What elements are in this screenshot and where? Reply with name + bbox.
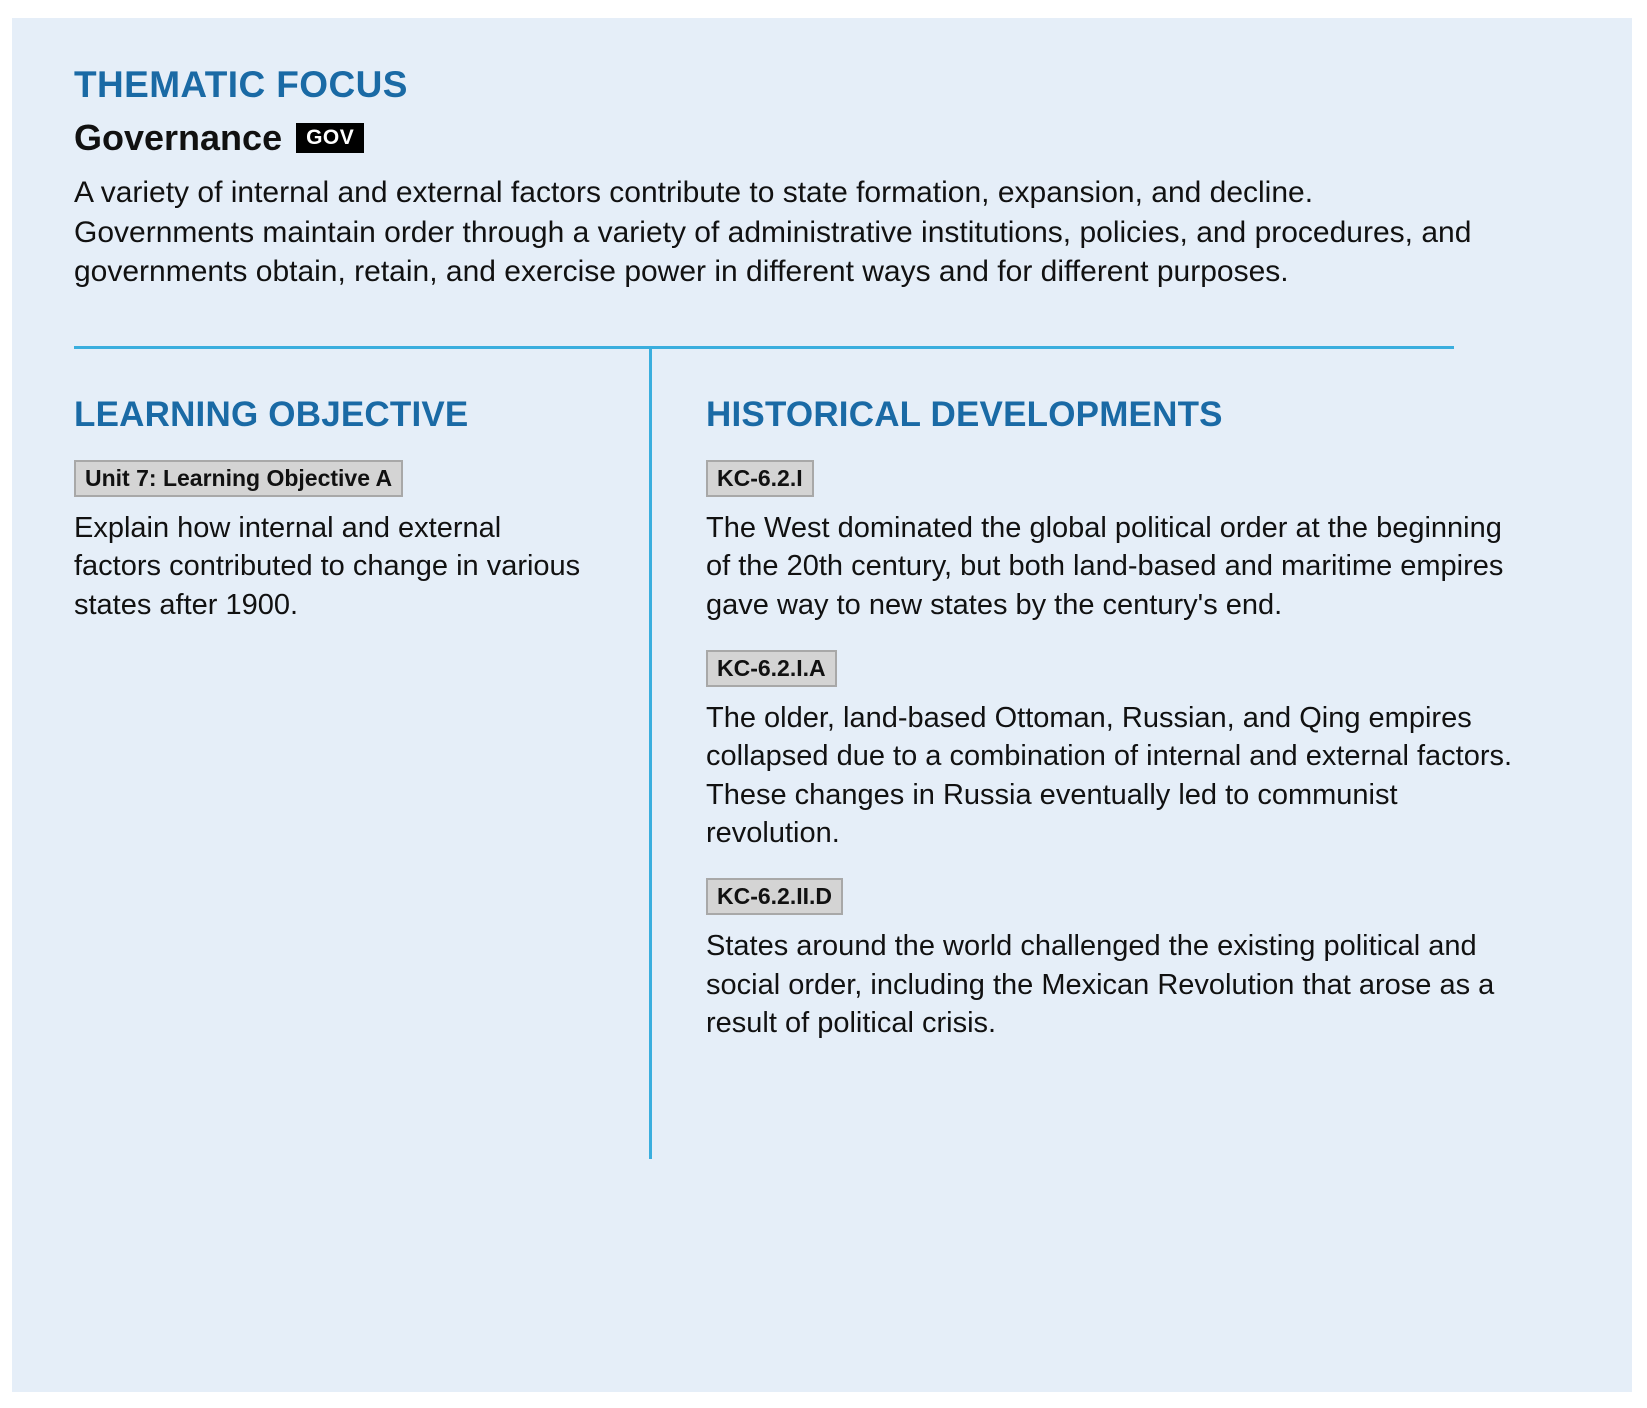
section-divider [74, 346, 1522, 349]
historical-development-code-badge: KC-6.2.I.A [706, 650, 837, 687]
governance-abbreviation-badge: GOV [296, 123, 364, 153]
historical-development-code-badge: KC-6.2.I [706, 460, 814, 497]
historical-development-text: States around the world challenged the existing political and social order, including the Mexican Revolution that arose as a result of political crisis. [706, 930, 1495, 1039]
historical-developments-column [649, 397, 1522, 1042]
historical-development-entry [706, 460, 1522, 624]
learning-objective-code-badge: Unit 7: Learning Objective A [74, 460, 403, 497]
two-column-body [74, 397, 1522, 1042]
historical-developments-heading: HISTORICAL DEVELOPMENTS [706, 395, 1223, 435]
historical-development-text: The older, land-based Ottoman, Russian, and Qing empires collapsed due to a combination of internal and external factors. These changes in Russia eventually led to communist revolution. [706, 702, 1513, 849]
vertical-column-rule [649, 349, 652, 1159]
panel-content [74, 66, 1522, 1042]
historical-development-code-badge: KC-6.2.II.D [706, 878, 843, 915]
learning-objective-text: Explain how internal and external factors contributed to change in various states after 1900. [74, 512, 581, 621]
learning-objective-column [74, 397, 649, 1042]
historical-development-text: The West dominated the global political order at the beginning of the 20th century, but both land-based and maritime empires gave way to new states by the century's end. [706, 512, 1504, 621]
thematic-focus-title-row [74, 116, 1522, 158]
horizontal-rule [74, 346, 1454, 349]
learning-objective-entry [74, 460, 589, 624]
historical-development-entry [706, 878, 1522, 1042]
thematic-focus-panel [12, 18, 1632, 1392]
learning-objective-heading: LEARNING OBJECTIVE [74, 395, 469, 435]
thematic-focus-eyebrow: THEMATIC FOCUS [74, 64, 408, 105]
thematic-focus-description: A variety of internal and external factors contribute to state formation, expansion, and decline. Governments maintain order through a variety of administrative institutions, policies, and procedures, and governments obtain, retain, and exercise power in different ways and for different purposes. [74, 175, 1472, 289]
thematic-focus-title: Governance [74, 116, 283, 158]
historical-development-entry [706, 650, 1522, 852]
